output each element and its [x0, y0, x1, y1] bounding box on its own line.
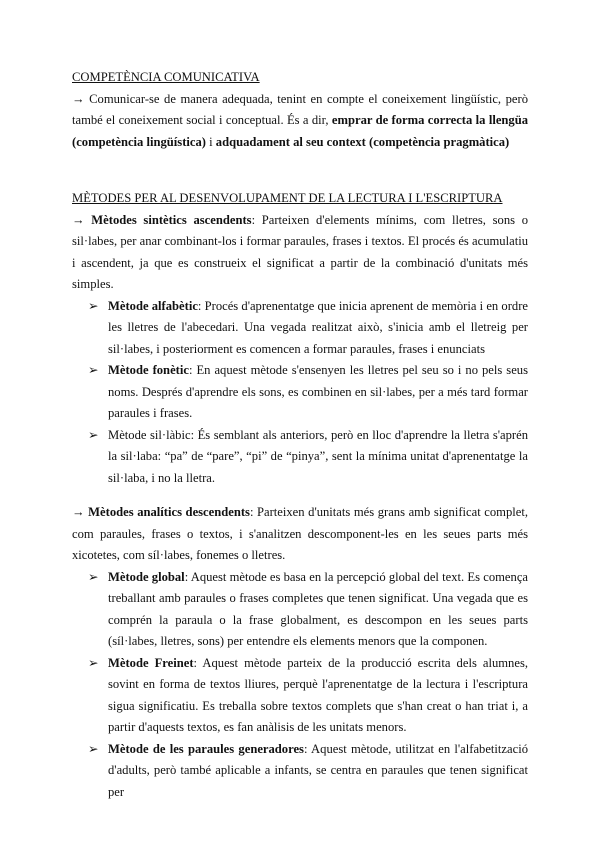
- bold-text: Mètodes analítics descendents: [84, 505, 250, 519]
- list-item: [88, 653, 528, 739]
- text: Comunicar-se de manera adequada, tenint en compte el coneixement lingüístic, però també el coneixement social i conceptual. És a dir,: [72, 91, 528, 127]
- bold-text: emprar de forma correcta la llengüa: [331, 113, 529, 127]
- text: i: [205, 134, 216, 149]
- text: : Procés d'aprenentatge que inicia aprenent de memòria i en ordre les lletres de l'abecedari. Una vegada realitzat això, s'inicia amb el lletreig per sil·labes, i posteriorment es comencen a formar paraules, frases i enunciats: [108, 298, 528, 356]
- list-item: [88, 360, 528, 425]
- arrowhead-bullet-icon: ➢: [88, 741, 99, 756]
- bold-text: (competència lingüística): [72, 134, 206, 149]
- list-item: [88, 296, 528, 361]
- intro-paragraph: [72, 89, 528, 154]
- arrow-icon: →: [72, 91, 85, 106]
- heading-metodes: MÈTODES PER AL DESENVOLUPAMENT DE LA LECTURA I L'ESCRIPTURA: [72, 191, 503, 205]
- arrowhead-bullet-icon: ➢: [88, 655, 99, 670]
- text: : Aquest mètode parteix de la producció escrita dels alumnes, sovint en forma de textos lliures, perquè l'aprenentatge de la lectura i l'escriptura sigua significatiu. Es treballa sobre textos complets que s'han creat o han triat i, a partir d'aquests textos, es fan anàlisis de les unitats menors.: [108, 655, 528, 734]
- heading-competencia: COMPETÈNCIA COMUNICATIVA: [72, 70, 260, 84]
- bold-text: adquadament al seu context: [215, 134, 366, 149]
- arrowhead-bullet-icon: ➢: [88, 427, 99, 442]
- arrowhead-bullet-icon: ➢: [88, 298, 99, 313]
- list-item: [88, 739, 528, 804]
- text: : Aquest mètode es basa en la percepció global del text. Es comença treballant amb paraules o frases completes que tenen significat. Una vegada que es comprén la paraula o la frase globalment, es descompon en les seues parts (síl·labes, lletres, sons) per entendre els elements menors que la componen.: [108, 569, 528, 648]
- text: : Aquest mètode, utilitzat en l'alfabetització d'adults, però també aplicable a infants, se centra en paraules que tenen significat per: [108, 741, 528, 799]
- arrowhead-bullet-icon: ➢: [88, 569, 99, 584]
- bold-text: Mètode Freinet: [108, 655, 194, 670]
- analytic-paragraph: [72, 502, 528, 567]
- text: Mètode sil·làbic: És semblant als anteriors, però en lloc d'aprendre la lletra s'aprén la sil·laba: “pa” de “pare”, “pi” de “pinya”, sent la mínima unitat d'aprenentatge la sil·laba, i no la lletra.: [108, 427, 528, 485]
- arrowhead-bullet-icon: ➢: [88, 363, 99, 377]
- arrow-icon: →: [72, 505, 85, 519]
- text: : Parteixen d'unitats més grans amb significat complet, com paraules, frases o textos, i s'analitzen descomponent-les en les seues parts més xicotetes, com síl·labes, fonemes o lletres.: [72, 505, 528, 562]
- bold-text: Mètode global: [108, 569, 185, 584]
- arrow-icon: →: [72, 212, 85, 227]
- list-item: [88, 425, 528, 490]
- bold-text: (competència pragmàtica): [369, 134, 510, 149]
- synthetic-paragraph: [72, 210, 528, 296]
- bold-text: Mètode de les paraules generadores: [108, 741, 304, 756]
- text: : En aquest mètode s'ensenyen les lletres pel seu so i no pels seus noms. Després d'aprendre els sons, es combinen en sil·labes, per a més tard formar paraules i frases.: [108, 363, 528, 420]
- bold-text: Mètode fonètic: [108, 363, 189, 377]
- text: : Parteixen d'elements mínims, com lletres, sons o sil·labes, per anar combinant-los i formar paraules, frases i textos. El procés és acumulatiu i ascendent, ja que es construeix el significat a partir de la combinació d'unitats més simples.: [72, 212, 529, 291]
- list-item: [88, 567, 528, 653]
- bold-text: Mètodes sintètics ascendents: [84, 212, 252, 227]
- bold-text: Mètode alfabètic: [108, 298, 198, 313]
